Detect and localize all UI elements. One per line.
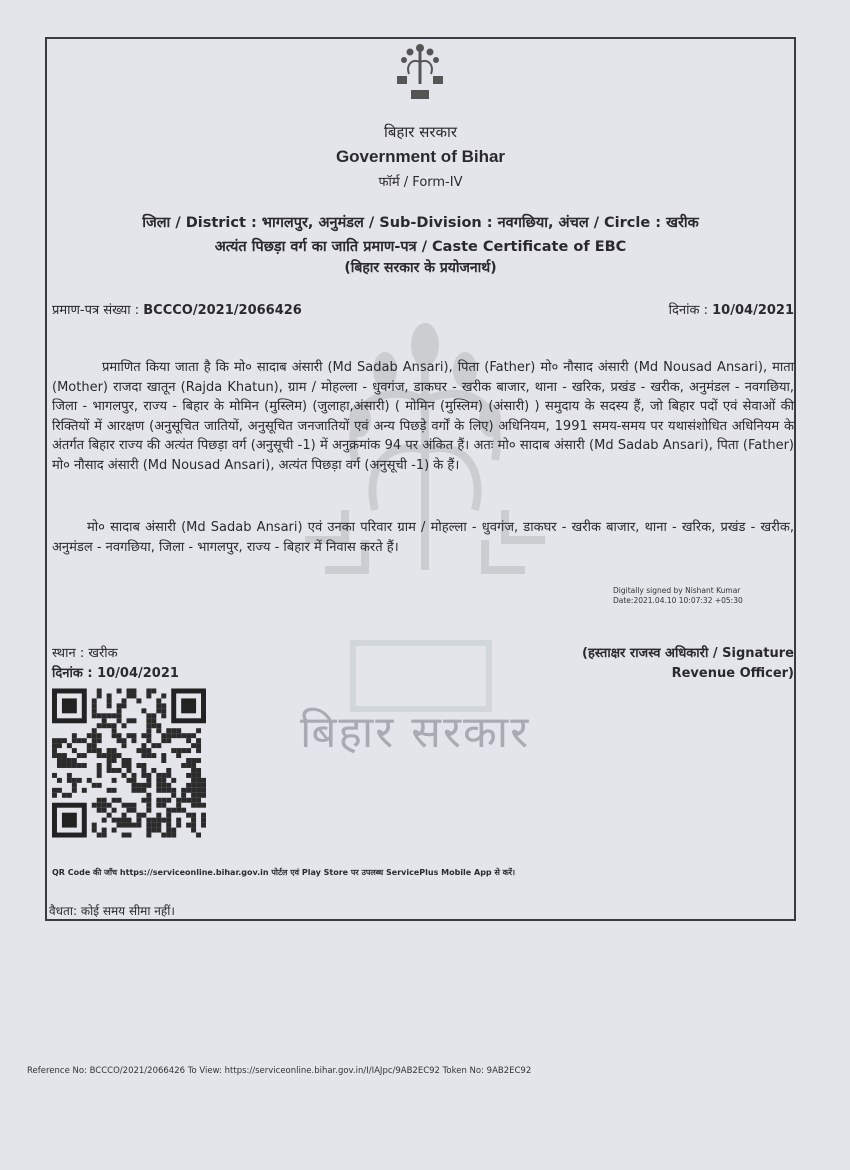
place: स्थान : खरीक: [52, 646, 118, 661]
qr-code: [52, 688, 206, 838]
qr-verification-note: QR Code की जाँच https://serviceonline.bihar.gov.in पोर्टल एवं Play Store पर उपलब्ध ServicePlus Mobile App से करें।: [52, 868, 516, 877]
watermark-text: बिहार सरकार: [300, 707, 531, 758]
validity: वैधता: कोई समय सीमा नहीं।: [49, 904, 175, 918]
district-line: जिला / District : भागलपुर, अनुमंडल / Sub-Division : नवगछिया, अंचल / Circle : खरीक: [142, 215, 699, 231]
place-date-block: [52, 644, 179, 684]
digital-signature: [613, 586, 743, 606]
digital-signature-date: Date:2021.04.10 10:07:32 +05:30: [613, 596, 743, 605]
state-title-hindi: बिहार सरकार: [383, 123, 458, 141]
certificate-number: [52, 300, 302, 318]
form-number: फॉर्म / Form-IV: [378, 175, 463, 190]
issue-date: दिनांक : 10/04/2021: [52, 666, 179, 681]
certificate-purpose: (बिहार सरकार के प्रयोजनार्थ): [344, 260, 497, 276]
date-label: दिनांक :: [668, 303, 713, 318]
cert-no-label: प्रमाण-पत्र संख्या :: [52, 303, 144, 318]
signature-line-2: Revenue Officer): [671, 666, 794, 681]
certificate-date: [669, 300, 794, 318]
certification-paragraph: प्रमाणित किया जाता है कि मो० सादाब अंसारी (Md Sadab Ansari), पिता (Father) मो० नौसाद अंसारी (Md Nousad Ansari), माता (Mother) राजदा खातून (Rajda Khatun), ग्राम / मोहल्ला - धुवगंज, डाकघर - खरीक बाजार, थाना - खरिक, प्रखंड - खरीक, अनुमंडल - नवगछिया, जिला - भागलपुर, राज्य - बिहार के मोमिन (मुस्लिम) (जुलाहा,अंसारी) ( मोमिन (मुस्लिम) (अंसारी) ) समुदाय के सदस्य हैं, जो बिहार पदों एवं सेवाओं की रिक्तियों में आरक्षण (अनुसूचित जातियों, अनुसूचित जनजातियों एवं अन्य पिछड़े वर्गों के लिए) अधिनियम, 1991 समय-समय पर यथासंशोधित अधिनियम के अंतर्गत बिहार राज्य की अत्यंत पिछड़ा वर्ग (अनुसूची -1) में अनुक्रमांक 94 पर अंकित हैं। अतः मो० सादाब अंसारी (Md Sadab Ansari), पिता (Father) मो० नौसाद अंसारी (Md Nousad Ansari), अत्यंत पिछड़ा वर्ग (अनुसूची -1) के हैं।: [52, 360, 794, 473]
reference-line: Reference No: BCCCO/2021/2066426 To View: https://serviceonline.bihar.gov.in/I/IAJpc/9AB2EC92 Token No: 9AB2EC92: [27, 1066, 532, 1076]
date-value: 10/04/2021: [712, 303, 794, 318]
residence-paragraph: मो० सादाब अंसारी (Md Sadab Ansari) एवं उनका परिवार ग्राम / मोहल्ला - धुवगंज, डाकघर - खरीक बाजार, थाना - खरिक, प्रखंड - खरीक, अनुमंडल - नवगछिया, जिला - भागलपुर, राज्य - बिहार में निवास करते हैं।: [52, 520, 794, 555]
certificate-title: अत्यंत पिछड़ा वर्ग का जाति प्रमाण-पत्र / Caste Certificate of EBC: [214, 239, 627, 255]
digital-signature-name: Digitally signed by Nishant Kumar: [613, 586, 741, 595]
state-title-english: Government of Bihar: [335, 147, 506, 166]
signature-line-1: (हस्ताक्षर राजस्व अधिकारी / Signature: [582, 646, 794, 661]
signature-block: [582, 644, 794, 684]
cert-no-value: BCCCO/2021/2066426: [143, 303, 302, 318]
bihar-emblem-logo: [393, 40, 447, 102]
